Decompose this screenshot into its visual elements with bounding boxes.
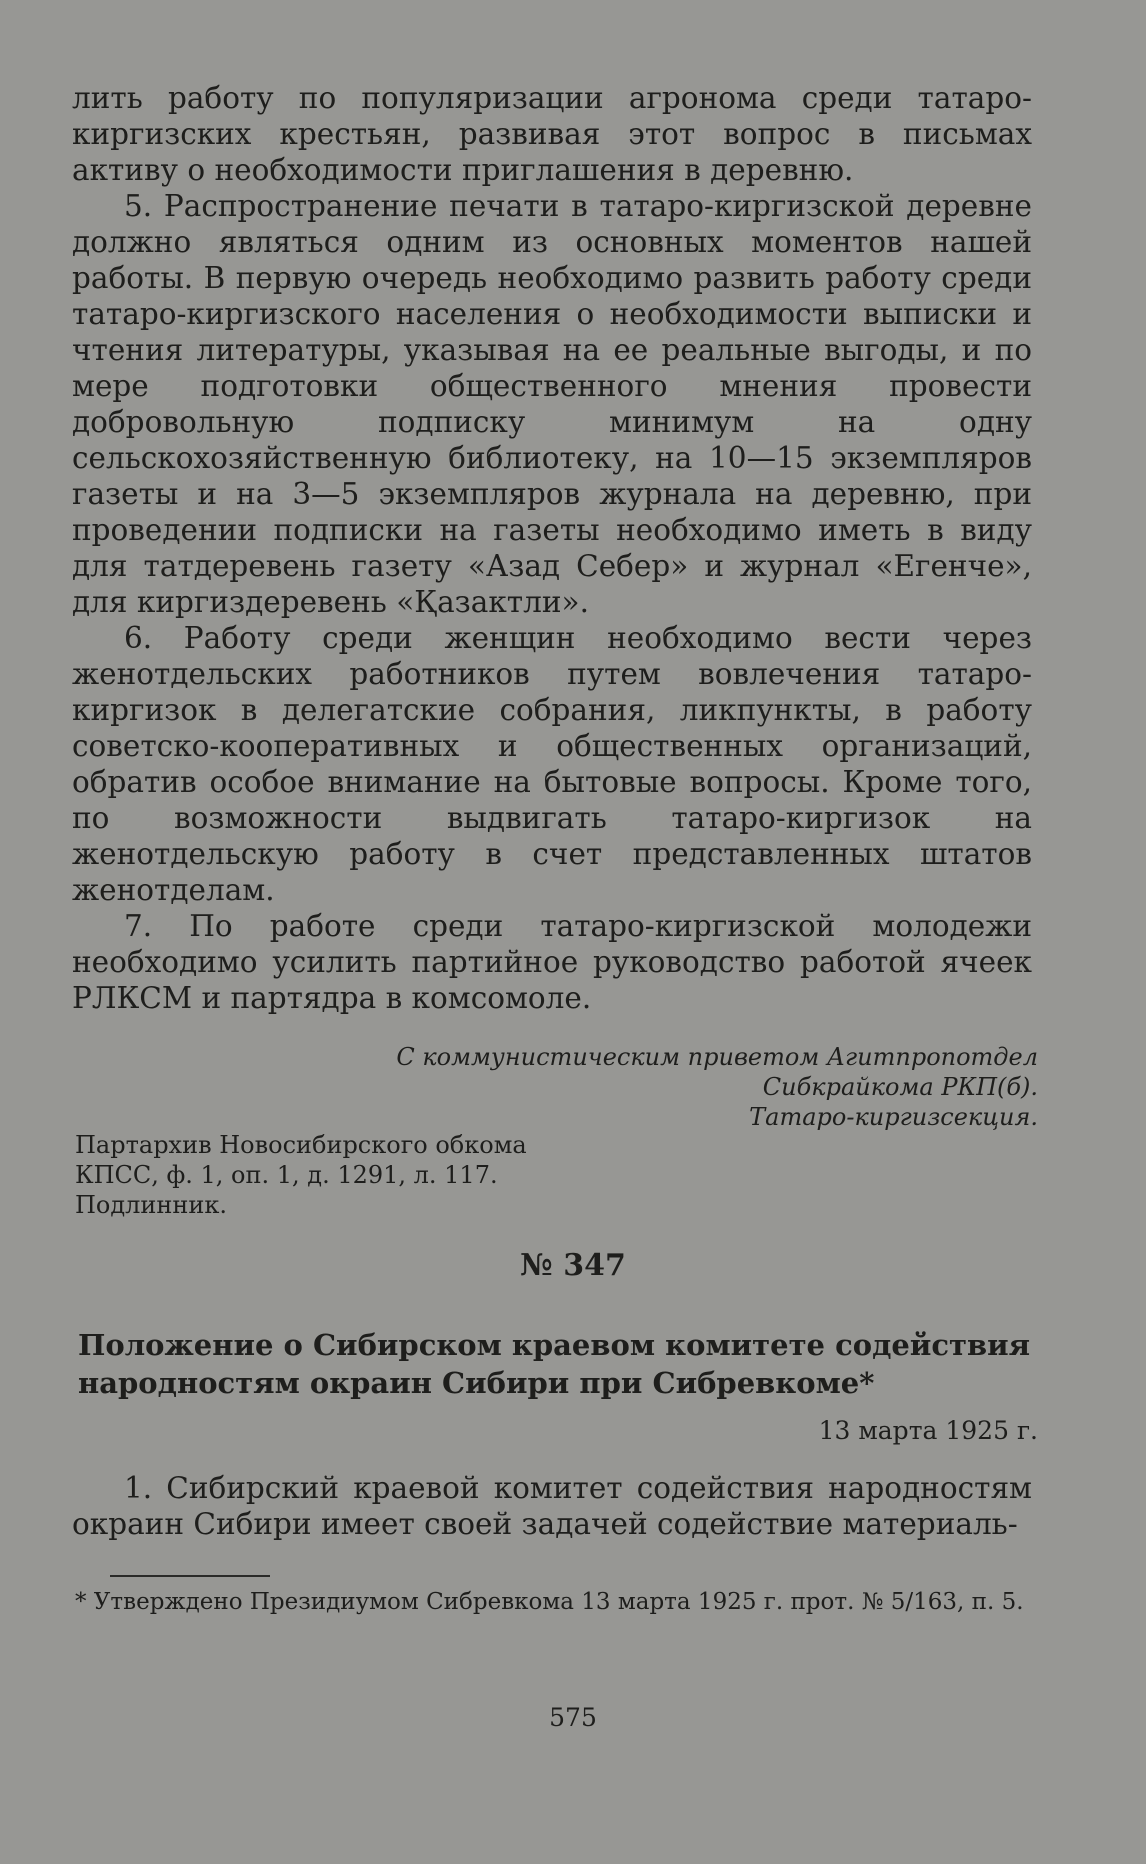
footnote-divider [110, 1575, 270, 1577]
archive-line: КПСС, ф. 1, оп. 1, д. 1291, л. 117. [75, 1161, 498, 1189]
paragraph-1: 1. Сибирский краевой комитет содействия народностям окраин Сибири имеет своей задачей содействие материаль- [72, 1471, 1032, 1541]
document-number: № 347 [520, 1248, 626, 1283]
signature-block [396, 1042, 1038, 1132]
archive-line: Подлинник. [75, 1191, 228, 1219]
document-date: 13 марта 1925 г. [818, 1416, 1038, 1445]
signature-line: Татаро-киргизсекция. [749, 1103, 1038, 1131]
signature-line: Сибкрайкома РКП(б). [762, 1073, 1038, 1101]
paragraph-7: 7. По работе среди татаро-киргизской молодежи необходимо усилить партийное руководство работой ячеек РЛКСМ и партядра в комсомоле. [72, 909, 1032, 1015]
document-body [72, 1470, 1032, 1542]
archive-reference [75, 1130, 527, 1220]
paragraph-continuation: лить работу по популяризации агронома среди татаро-киргизских крестьян, развивая этот вопрос в письмах активу о необходимости приглашения в деревню. [72, 81, 1032, 187]
page-number: 575 [549, 1703, 597, 1732]
paragraph-6: 6. Работу среди женщин необходимо вести через женотдельских работников путем вовлечения татаро-киргизок в делегатские собрания, ликпункты, в работу советско-кооперативных и общественных организаций, обратив особое внимание на бытовые вопросы. Кроме того, по возможности выдвигать татаро-киргизок на женотдельскую работу в счет представленных штатов женотделам. [72, 621, 1032, 907]
footnote: * Утверждено Президиумом Сибревкома 13 марта 1925 г. прот. № 5/163, п. 5. [75, 1589, 1024, 1615]
signature-line: С коммунистическим приветом Агитпропотдел [396, 1043, 1038, 1071]
paragraph-5: 5. Распространение печати в татаро-киргизской деревне должно являться одним из основных моментов нашей работы. В первую очередь необходимо развить работу среди татаро-киргизского населения о необходимости выписки и чтения литературы, указывая на ее реальные выгоды, и по мере подготовки общественного мнения провести добровольную подписку минимум на одну сельскохозяйственную библиотеку, на 10—15 экземпляров газеты и на 3—5 экземпляров журнала на деревню, при проведении подписки на газеты необходимо иметь в виду для татдеревень газету «Азад Себер» и журнал «Егенче», для киргиздеревень «Қазактли». [72, 189, 1032, 619]
continuation-section [72, 80, 1032, 1016]
archive-line: Партархив Новосибирского обкома [75, 1131, 527, 1159]
document-title: Положение о Сибирском краевом комитете содействия народностям окраин Сибири при Сибревкоме* [78, 1328, 1031, 1400]
